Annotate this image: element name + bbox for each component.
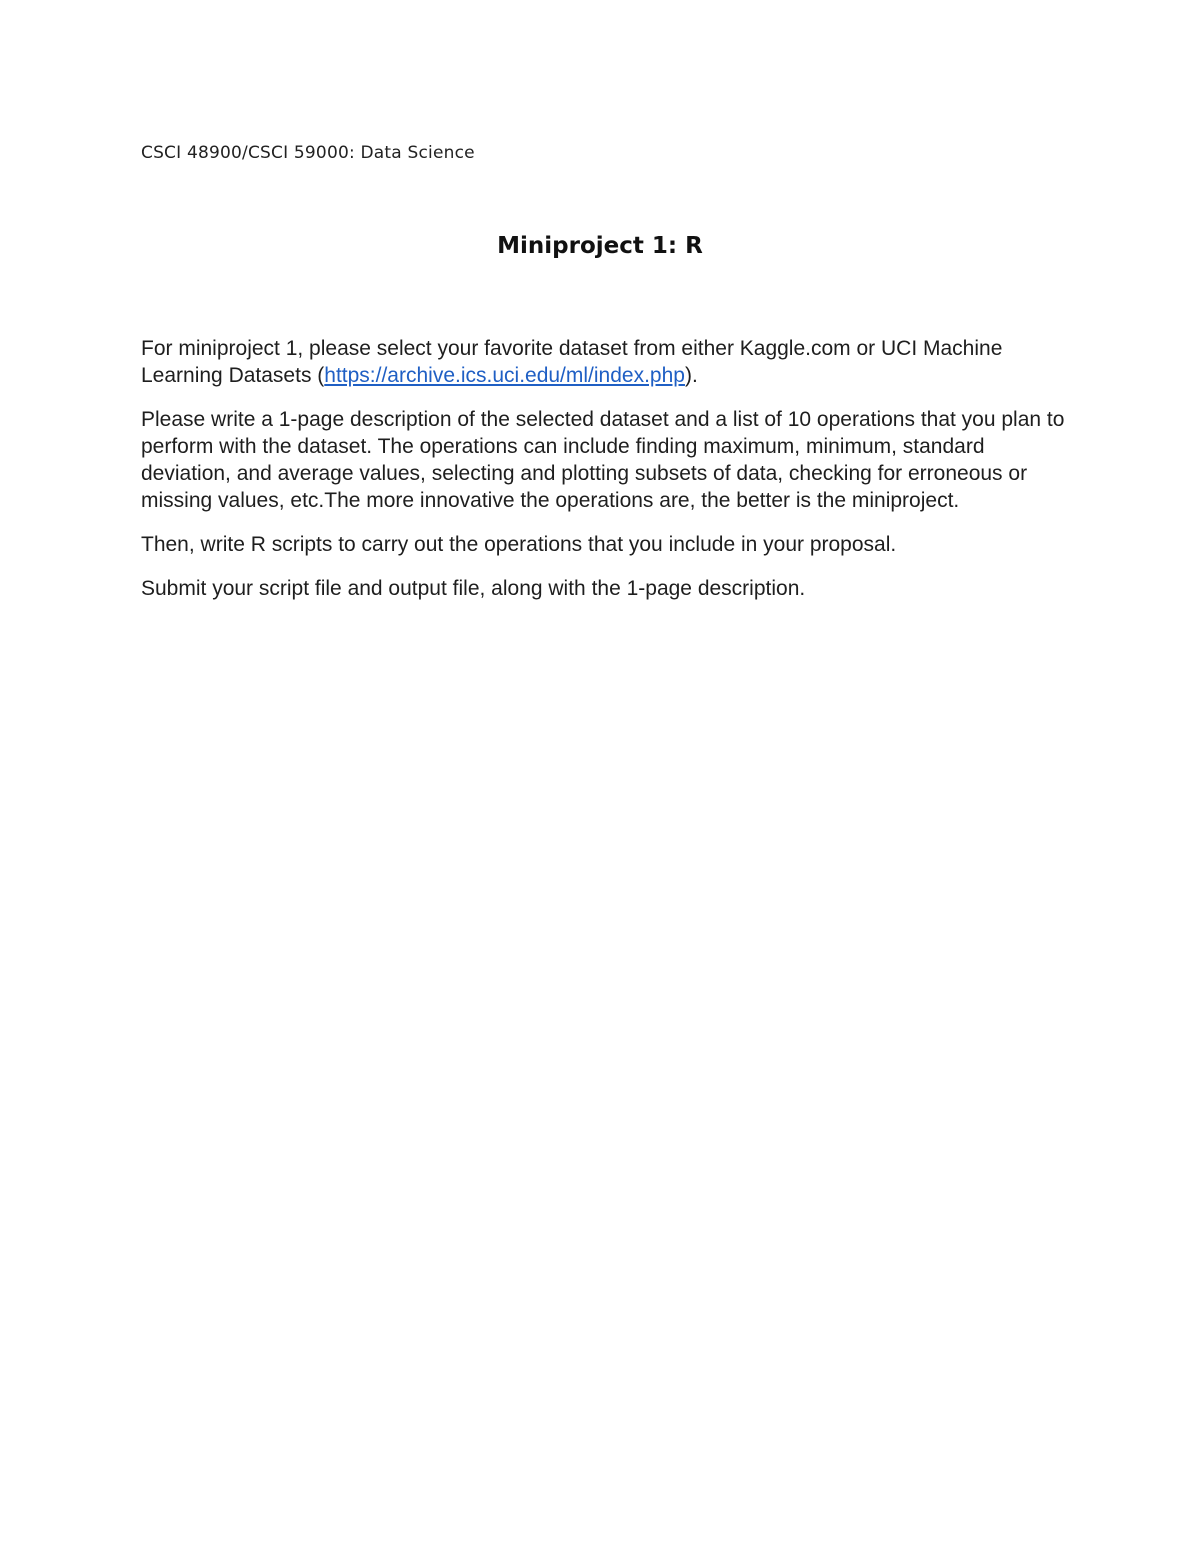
paragraph-r-scripts: Then, write R scripts to carry out the operations that you include in your proposal.	[141, 533, 897, 556]
paragraph-description-requirements: Please write a 1-page description of the selected dataset and a list of 10 operations that you plan to perform with the dataset. The operations can include finding maximum, minimum, standard deviation, and average values, selecting and plotting subsets of data, checking for erroneous or missing values, etc.The more innovative the operations are, the better is the miniproject.	[141, 408, 1065, 512]
document-title: Miniproject 1: R	[497, 233, 703, 259]
document-body	[141, 335, 1066, 619]
paragraph-1-end: ).	[684, 364, 698, 387]
paragraph-1-text: For miniproject 1, please select your favorite dataset from either Kaggle.com or UCI Machine Learning Datasets (	[141, 337, 1003, 387]
paragraph-dataset-selection	[141, 335, 1066, 389]
paragraph-submission: Submit your script file and output file, along with the 1-page description.	[141, 577, 806, 600]
course-header: CSCI 48900/CSCI 59000: Data Science	[141, 143, 475, 163]
uci-dataset-link[interactable]: https://archive.ics.uci.edu/ml/index.php	[324, 364, 685, 387]
